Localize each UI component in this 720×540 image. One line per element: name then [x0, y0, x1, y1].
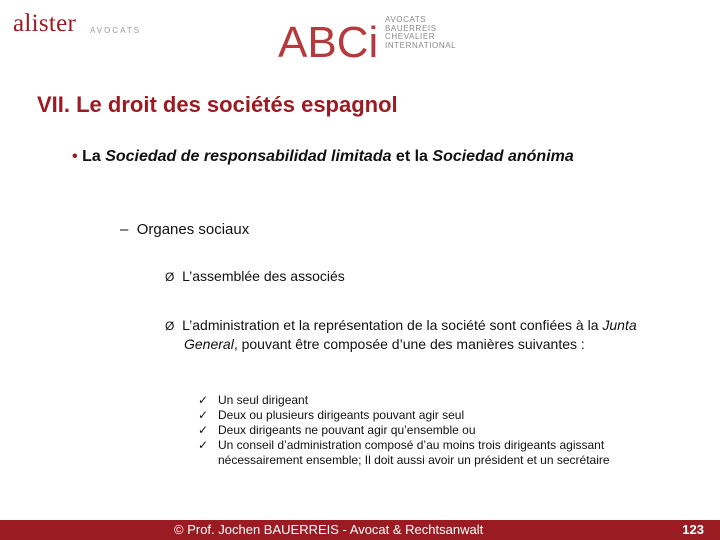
- sub-bullet-organes: [120, 221, 249, 238]
- checkmark-icon: ✓: [198, 423, 209, 437]
- bullet-dot: •: [72, 148, 78, 165]
- arrow-icon: Ø: [165, 270, 175, 284]
- check-item: [198, 408, 632, 423]
- main-bullet: [72, 146, 665, 167]
- abci-line: BAUERREIS: [385, 23, 437, 33]
- abci-logo-tagline: [385, 16, 456, 50]
- checkmark-icon: ✓: [198, 408, 209, 422]
- check-list: [198, 393, 632, 468]
- arrow-item-administration: [165, 316, 664, 353]
- arrow-item-italic: Junta General: [184, 317, 637, 352]
- arrow-item-text: L’assemblée des associés: [182, 268, 345, 284]
- check-item-text: Deux ou plusieurs dirigeants pouvant agir seul: [218, 408, 465, 422]
- abci-logo-text: ABCi: [278, 18, 379, 64]
- arrow-item-text-pre: L’administration et la représentation de la société sont confiées à la: [182, 317, 603, 333]
- arrow-item-text-post: , pouvant être composée d’une des manières suivantes :: [233, 336, 585, 352]
- slide-title: VII. Le droit des sociétés espagnol: [37, 92, 398, 117]
- alister-logo: alister: [13, 10, 77, 37]
- bullet-mid: et la: [391, 148, 433, 165]
- checkmark-icon: ✓: [198, 438, 209, 452]
- check-item: [198, 423, 632, 438]
- footer-copyright: © Prof. Jochen BAUERREIS - Avocat & Rechtsanwalt: [174, 522, 484, 537]
- check-item-text: Deux dirigeants ne pouvant agir qu’ensemble ou: [218, 423, 476, 437]
- check-item-text: Un seul dirigeant: [218, 393, 309, 407]
- sub-bullet-text: Organes sociaux: [136, 221, 250, 238]
- abci-line: AVOCATS: [385, 15, 427, 24]
- bullet-prefix: La: [82, 148, 106, 165]
- abci-line: CHEVALIER: [385, 32, 436, 42]
- abci-line: INTERNATIONAL: [385, 40, 457, 50]
- alister-logo-subtitle: AVOCATS: [90, 26, 142, 35]
- dash-marker: –: [120, 221, 129, 238]
- arrow-item-assemblee: [165, 267, 664, 286]
- bullet-italic-sa: Sociedad anónima: [432, 148, 574, 165]
- abci-logo: [276, 8, 382, 64]
- check-item: [198, 393, 632, 408]
- checkmark-icon: ✓: [198, 393, 209, 407]
- check-item-text: Un conseil d’administration composé d’au moins trois dirigeants agissant nécessairement ensemble; Il doit aussi avoir un président et un secrétaire: [218, 438, 610, 467]
- bullet-italic-srl: Sociedad de responsabilidad limitada: [105, 148, 392, 165]
- check-item: [198, 438, 632, 468]
- arrow-icon: Ø: [165, 319, 175, 333]
- page-number: 123: [682, 522, 704, 537]
